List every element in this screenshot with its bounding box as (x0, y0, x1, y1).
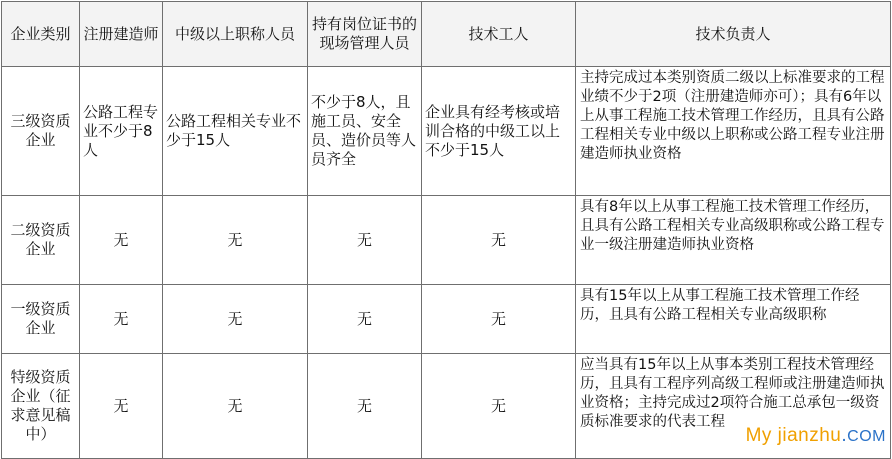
site-managers-cell: 不少于8人，且施工员、安全员、造价员等人员齐全 (308, 67, 422, 196)
registered-builder-cell: 无 (80, 285, 163, 354)
registered-builder-cell: 无 (80, 354, 163, 459)
table-row (2, 285, 891, 354)
header-technical-workers: 技术工人 (422, 2, 576, 67)
registered-builder-cell: 无 (80, 196, 163, 285)
mid-title-cell: 无 (163, 285, 308, 354)
watermark-suffix: COM (847, 428, 886, 445)
header-registered-builder: 注册建造师 (80, 2, 163, 67)
site-watermark (746, 425, 886, 447)
header-mid-title-staff: 中级以上职称人员 (163, 2, 308, 67)
mid-title-cell: 无 (163, 196, 308, 285)
category-cell: 一级资质企业 (2, 285, 80, 354)
technical-head-cell: 主持完成过本类别资质二级以上标准要求的工程业绩不少于2项（注册建造师亦可）；具有6年以上从事工程施工技术管理工作经历，且具有公路工程相关专业中级以上职称或公路工程专业注册建造师执业资格 (576, 67, 891, 196)
category-cell: 二级资质企业 (2, 196, 80, 285)
watermark-dot: . (841, 425, 848, 446)
technical-workers-cell: 企业具有经考核或培训合格的中级工以上不少于15人 (422, 67, 576, 196)
category-cell: 三级资质企业 (2, 67, 80, 196)
header-enterprise-category: 企业类别 (2, 2, 80, 67)
table-row (2, 196, 891, 285)
qualification-table (1, 1, 891, 459)
table-row (2, 67, 891, 196)
technical-workers-cell: 无 (422, 196, 576, 285)
technical-head-cell: 应当具有15年以上从事本类别工程技术管理经历，且具有工程序列高级工程师或注册建造师执业资格；主持完成过2项符合施工总承包一级资质标准要求的代表工程 (576, 354, 891, 459)
site-managers-cell: 无 (308, 196, 422, 285)
mid-title-cell: 公路工程相关专业不少于15人 (163, 67, 308, 196)
watermark-main: My jianzhu (745, 425, 842, 446)
site-managers-cell: 无 (308, 285, 422, 354)
technical-workers-cell: 无 (422, 285, 576, 354)
technical-workers-cell: 无 (422, 354, 576, 459)
header-technical-head: 技术负责人 (576, 2, 891, 67)
category-cell: 特级资质企业（征求意见稿中） (2, 354, 80, 459)
header-row (2, 2, 891, 67)
technical-head-cell: 具有15年以上从事工程施工技术管理工作经历，且具有公路工程相关专业高级职称 (576, 285, 891, 354)
header-site-managers: 持有岗位证书的现场管理人员 (308, 2, 422, 67)
mid-title-cell: 无 (163, 354, 308, 459)
site-managers-cell: 无 (308, 354, 422, 459)
technical-head-cell: 具有8年以上从事工程施工技术管理工作经历，且具有公路工程相关专业高级职称或公路工程专业一级注册建造师执业资格 (576, 196, 891, 285)
registered-builder-cell: 公路工程专业不少于8人 (80, 67, 163, 196)
